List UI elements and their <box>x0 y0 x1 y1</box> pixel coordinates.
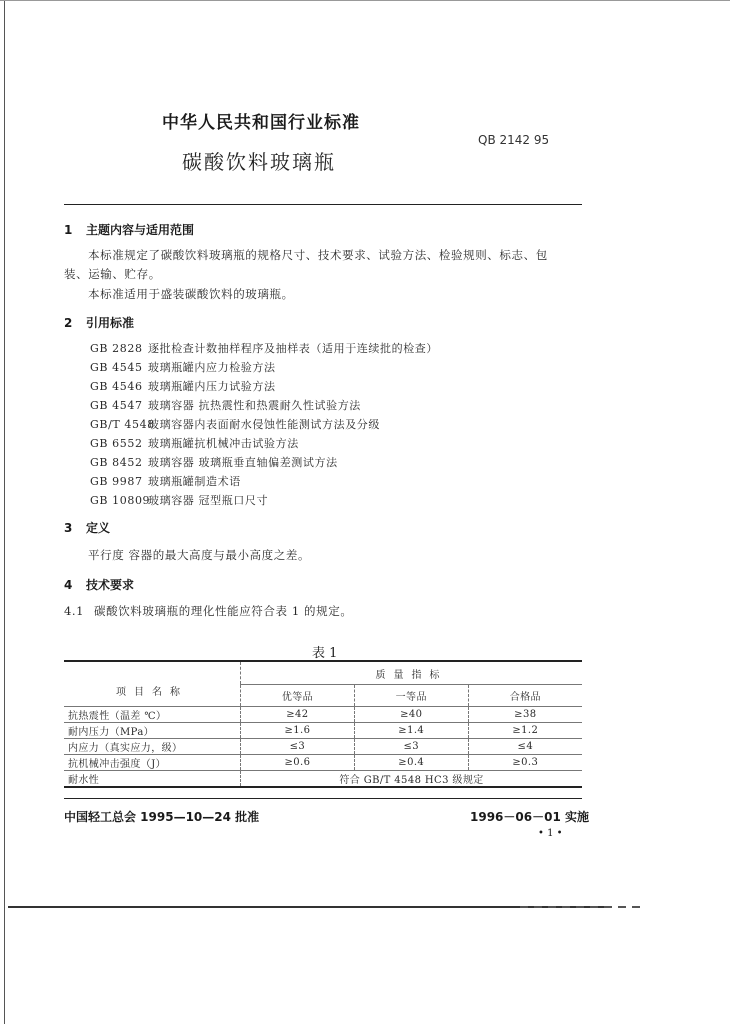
properties-table <box>64 660 582 788</box>
section-number: 4 <box>64 578 73 592</box>
reference-title: 玻璃瓶罐制造术语 <box>148 475 241 488</box>
table-cell: ≥42 <box>241 707 355 723</box>
reference-item <box>90 340 438 356</box>
table-caption: 表 1 <box>312 646 338 661</box>
standard-code: QB 2142 95 <box>478 133 550 147</box>
section-title: 引用标准 <box>86 316 135 330</box>
reference-title: 玻璃容器 玻璃瓶垂直轴偏差测试方法 <box>148 456 338 469</box>
reference-title: 玻璃瓶罐内应力检验方法 <box>148 361 276 374</box>
reference-item <box>90 435 299 451</box>
table-row <box>64 771 582 788</box>
table-row <box>64 739 582 755</box>
reference-item <box>90 473 241 489</box>
section-1-heading <box>64 221 194 238</box>
implementation-text: 1996－06－01 实施 <box>470 810 589 824</box>
row-label: 耐内压力（MPa） <box>64 723 241 739</box>
reference-code: GB 4547 <box>90 399 143 412</box>
section-title: 定义 <box>86 521 111 535</box>
table-cell: 符合 GB/T 4548 HC3 级规定 <box>241 771 583 788</box>
reference-title: 玻璃容器 冠型瓶口尺寸 <box>148 494 269 507</box>
approval-text: 中国轻工总会 1995—10—24 批准 <box>64 810 260 824</box>
reference-title: 玻璃瓶罐抗机械冲击试验方法 <box>148 437 299 450</box>
table-cell: ≤3 <box>354 739 468 755</box>
table-row <box>64 723 582 739</box>
standard-title: 中华人民共和国行业标准 <box>162 113 360 133</box>
reference-item <box>90 359 276 375</box>
table-cell: ≥0.3 <box>468 755 582 771</box>
clause-number: 4.1 <box>64 604 85 618</box>
section-2-heading <box>64 314 134 331</box>
table-cell: ≥1.4 <box>354 723 468 739</box>
reference-item <box>90 492 268 508</box>
table-cell: ≥40 <box>354 707 468 723</box>
scan-artifact-line <box>8 906 608 908</box>
reference-title: 逐批检查计数抽样程序及抽样表（适用于连续批的检查） <box>148 342 438 355</box>
table-cell: ≥1.2 <box>468 723 582 739</box>
reference-item <box>90 397 361 413</box>
header-rule <box>64 204 582 205</box>
reference-code: GB 4546 <box>90 380 143 393</box>
table-cell: ≥0.4 <box>354 755 468 771</box>
reference-code: GB 9987 <box>90 475 143 488</box>
section-title: 技术要求 <box>86 578 135 592</box>
row-label: 抗机械冲击强度（J） <box>64 755 241 771</box>
scan-edge <box>4 0 5 1024</box>
table-row <box>64 707 582 723</box>
section-title: 主题内容与适用范围 <box>86 223 195 237</box>
reference-code: GB 2828 <box>90 342 143 355</box>
section-number: 1 <box>64 223 73 237</box>
reference-item <box>90 378 276 394</box>
reference-code: GB 8452 <box>90 456 143 469</box>
row-label: 抗热震性（温差 ℃） <box>64 707 241 723</box>
reference-code: GB 4545 <box>90 361 143 374</box>
reference-item <box>90 416 380 432</box>
reference-title: 玻璃瓶罐内压力试验方法 <box>148 380 276 393</box>
reference-item <box>90 454 338 470</box>
document-title: 碳酸饮料玻璃瓶 <box>182 150 336 174</box>
section-1-para2: 本标准适用于盛装碳酸饮料的玻璃瓶。 <box>88 287 294 301</box>
row-label: 内应力（真实应力，级） <box>64 739 241 755</box>
table-cell: ≤3 <box>241 739 355 755</box>
column-header-grade: 一等品 <box>354 685 468 707</box>
section-3-heading <box>64 519 110 536</box>
table-cell: ≥38 <box>468 707 582 723</box>
reference-code: GB/T 4548 <box>90 418 155 431</box>
section-number: 3 <box>64 521 73 535</box>
section-1-para1-line1: 本标准规定了碳酸饮料玻璃瓶的规格尺寸、技术要求、试验方法、检验规则、标志、包 <box>88 248 548 262</box>
table-cell: ≥1.6 <box>241 723 355 739</box>
table-cell: ≥0.6 <box>241 755 355 771</box>
reference-code: GB 10809 <box>90 494 151 507</box>
column-header-grade: 合格品 <box>468 685 582 707</box>
scan-edge-top <box>0 0 730 1</box>
row-label: 耐水性 <box>64 771 241 788</box>
scan-artifact-dashes <box>520 906 640 908</box>
clause-text: 碳酸饮料玻璃瓶的理化性能应符合表 1 的规定。 <box>94 604 353 618</box>
column-header-item: 项目名称 <box>64 661 241 707</box>
reference-title: 玻璃容器内表面耐水侵蚀性能测试方法及分级 <box>148 418 380 431</box>
table-row <box>64 755 582 771</box>
section-1-para1-line2: 装、运输、贮存。 <box>64 267 161 281</box>
reference-title: 玻璃容器 抗热震性和热震耐久性试验方法 <box>148 399 361 412</box>
section-number: 2 <box>64 316 73 330</box>
column-header-group: 质量指标 <box>241 661 583 685</box>
clause-4-1 <box>64 603 352 619</box>
table-header-row <box>64 661 582 685</box>
table-cell: ≤4 <box>468 739 582 755</box>
page-number: • 1 • <box>538 828 563 839</box>
reference-code: GB 6552 <box>90 437 143 450</box>
footer-rule <box>64 798 582 799</box>
column-header-grade: 优等品 <box>241 685 355 707</box>
definition-text: 平行度 容器的最大高度与最小高度之差。 <box>88 548 311 562</box>
section-4-heading <box>64 576 134 593</box>
